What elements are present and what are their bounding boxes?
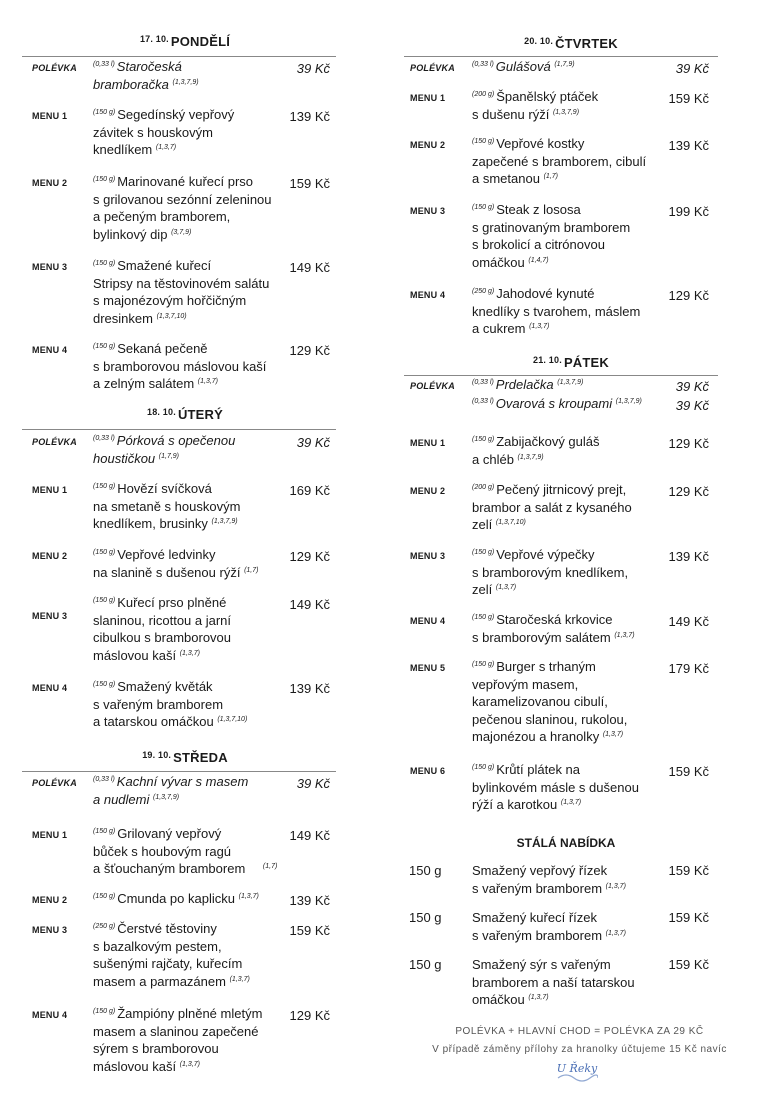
dish-price: 139 Kč: [668, 549, 709, 564]
row-label: POLÉVKA: [410, 381, 455, 391]
dish-price: 39 Kč: [296, 435, 330, 450]
dish-line: bramboračka: [93, 76, 169, 92]
day-heading-tuesday: [80, 407, 290, 422]
allergens: (1,7): [244, 566, 259, 574]
dish-price: 139 Kč: [289, 893, 330, 908]
allergens: (1,3,7): [529, 323, 550, 330]
dish-price: 129 Kč: [289, 549, 330, 564]
dish-price: 199 Kč: [668, 204, 709, 219]
dish-line: sýrem s bramborovou: [93, 1041, 219, 1056]
dish-description: [472, 135, 687, 188]
day-date: 20. 10.: [524, 36, 554, 46]
dish-line: s bramborovou máslovou kaší: [93, 358, 267, 374]
dish-price: 39 Kč: [675, 61, 709, 76]
dish-line: Prdelačka: [495, 377, 554, 392]
dish-portion: (0,33 l): [93, 435, 115, 442]
logo-graphic: [556, 1058, 598, 1084]
dish-line: Cmunda po kaplicku: [117, 891, 235, 906]
dish-portion: (200 g): [472, 91, 495, 98]
dish-price: 39 Kč: [675, 379, 709, 394]
row-label: POLÉVKA: [32, 63, 77, 73]
dish-description: [93, 594, 303, 664]
dish-line: máslovou kaší: [93, 647, 177, 663]
dish-description: [93, 773, 293, 808]
dish-price: 159 Kč: [289, 923, 330, 938]
dish-portion: (150 g): [93, 343, 116, 350]
dish-portion: (150 g): [93, 549, 116, 556]
day-heading-monday: [80, 34, 290, 49]
dish-price: 129 Kč: [289, 1008, 330, 1023]
dish-portion: (150 g): [472, 138, 495, 145]
day-name: PÁTEK: [563, 355, 609, 370]
dish-line: Smažené kuřecí: [117, 258, 212, 273]
dish-portion: (150 g): [93, 260, 116, 267]
dish-line: s bramborovým knedlíkem,: [472, 564, 629, 580]
dish-line: Vepřové kostky: [496, 136, 585, 151]
dish-price: 139 Kč: [289, 681, 330, 696]
dish-portion: (150 g): [472, 614, 495, 621]
row-label: MENU 2: [410, 486, 446, 496]
dish-line: s brokolicí a citrónovou: [472, 237, 605, 252]
row-label: MENU 3: [32, 262, 68, 272]
dish-line: omáčkou: [472, 254, 525, 270]
dish-line: s bramborovým salátem: [472, 629, 611, 645]
dish-line: bůček s houbovým ragú: [93, 843, 232, 859]
dish-price: 159 Kč: [668, 764, 709, 779]
dish-line: Smažený vepřový řízek: [472, 863, 608, 878]
dish-line: Vepřové výpečky: [496, 547, 595, 562]
dish-description: [472, 862, 687, 897]
dish-line: Segedínský vepřový: [117, 107, 235, 122]
dish-line: Burger s trhaným: [496, 659, 596, 674]
side-swap-note: V případě záměny přílohy za hranolky účtujeme 15 Kč navíc: [432, 1044, 727, 1055]
dish-line: Stripsy na těstovinovém salátu: [93, 275, 270, 291]
dish-line: na smetaně s houskovým: [93, 498, 241, 514]
dish-price: 129 Kč: [668, 436, 709, 451]
dish-line: dresinkem: [93, 310, 153, 326]
row-label: MENU 3: [32, 925, 68, 935]
dish-line: Kachní vývar s masem: [116, 774, 249, 789]
allergens: (1,3,7): [495, 584, 517, 591]
dish-portion: (150 g): [93, 1008, 116, 1015]
dish-portion: (0,33 l): [472, 379, 494, 386]
dish-portion: (0,33 l): [93, 61, 115, 68]
dish-portion: (150 g): [472, 661, 495, 668]
dish-line: Staročeská: [116, 59, 182, 74]
dish-line: pečenou slaninou, rukolou,: [472, 711, 628, 727]
dish-line: houstičkou: [93, 450, 156, 466]
dish-line: Vepřové ledvinky: [117, 547, 216, 562]
row-label: MENU 6: [410, 766, 446, 776]
dish-line: Steak z lososa: [496, 202, 581, 217]
dish-description: [472, 285, 687, 338]
dish-line: Ovarová s kroupami: [495, 396, 613, 411]
dish-description: [93, 546, 303, 581]
allergens: (1,3,7): [560, 799, 582, 806]
dish-price: 149 Kč: [289, 597, 330, 612]
dish-line: Krůtí plátek na: [496, 762, 581, 777]
row-label: MENU 2: [32, 178, 68, 188]
day-name: ČTVRTEK: [555, 36, 618, 51]
row-label: POLÉVKA: [32, 778, 77, 788]
dish-description: [93, 58, 293, 93]
dish-line: a tatarskou omáčkou: [93, 714, 214, 729]
day-date: 19. 10.: [142, 750, 172, 760]
dish-portion: (150 g): [472, 549, 495, 556]
day-name: ÚTERÝ: [177, 407, 223, 422]
dish-portion: (150 g): [472, 764, 495, 771]
dish-line: bylinkovém másle s dušenou: [472, 779, 639, 795]
allergens: (1,3,7,9): [172, 78, 199, 86]
allergens: (1,3,7): [614, 631, 635, 639]
dish-line: Staročeská krkovice: [496, 612, 613, 627]
allergens: (1,3,7,9): [153, 793, 180, 801]
allergens: (1,3,7): [179, 1060, 200, 1068]
allergens: (1,7,9): [158, 452, 180, 460]
dish-line: bramborem a naší tatarskou: [472, 974, 635, 990]
dish-price: 129 Kč: [668, 484, 709, 499]
dish-line: a smetanou: [472, 171, 540, 186]
allergens: (1,7): [262, 863, 278, 870]
dish-line: závitek s houskovým: [93, 124, 213, 140]
dish-price: 129 Kč: [289, 343, 330, 358]
dish-description: [472, 611, 682, 646]
dish-description: [93, 920, 308, 990]
restaurant-logo: [556, 1058, 598, 1084]
row-label: POLÉVKA: [410, 63, 455, 73]
row-label: MENU 4: [32, 683, 68, 693]
day-heading-wednesday: [80, 750, 290, 765]
row-label: MENU 2: [32, 895, 68, 905]
dish-line: zapečené s bramborem, cibulí: [472, 153, 647, 169]
item-quantity: 150 g: [409, 863, 442, 878]
day-heading-friday: [426, 355, 716, 370]
dish-line: Gulášová: [495, 59, 551, 74]
dish-line: a zelným salátem: [93, 376, 195, 391]
dish-description: [93, 432, 293, 467]
allergens: (1,3,7,10): [156, 312, 187, 320]
day-date: 18. 10.: [147, 407, 176, 417]
allergens: (1,3,7,10): [495, 519, 526, 526]
dish-description: [472, 956, 687, 1009]
dish-price: 149 Kč: [668, 614, 709, 629]
dish-line: zelí: [472, 582, 493, 597]
dish-price: 159 Kč: [668, 91, 709, 106]
dish-price: 159 Kč: [668, 910, 709, 925]
dish-price: 139 Kč: [668, 138, 709, 153]
row-label: MENU 3: [32, 611, 68, 621]
dish-line: knedlíkem, brusinky: [93, 516, 208, 531]
day-date: 21. 10.: [533, 355, 562, 365]
dish-description: [472, 481, 682, 534]
day-heading-thursday: [426, 36, 716, 51]
row-label: MENU 3: [410, 551, 446, 561]
row-label: MENU 4: [410, 616, 446, 626]
dish-price: 159 Kč: [289, 176, 330, 191]
allergens: (1,3,7,9): [615, 398, 642, 405]
day-divider: [404, 56, 718, 57]
dish-line: bylinkový dip: [93, 226, 168, 242]
dish-line: masem a slaninou zapečené: [93, 1023, 259, 1039]
day-name: PONDĚLÍ: [170, 34, 231, 49]
dish-price: 129 Kč: [668, 288, 709, 303]
dish-portion: (150 g): [472, 204, 495, 211]
dish-line: Španělský ptáček: [496, 89, 599, 104]
allergens: (1,3,7,9): [211, 518, 238, 525]
dish-description: [93, 480, 303, 533]
allergens: (3,7,9): [171, 228, 192, 236]
allergens: (1,3,7): [602, 731, 624, 738]
row-label: MENU 3: [410, 206, 446, 216]
dish-line: a cukrem: [472, 321, 526, 336]
item-quantity: 150 g: [409, 957, 442, 972]
dish-price: 39 Kč: [296, 776, 330, 791]
dish-line: a šťouchaným bramborem: [93, 861, 246, 876]
dish-portion: (150 g): [472, 436, 495, 443]
dish-description: [472, 201, 682, 271]
day-name: STŘEDA: [173, 750, 228, 765]
dish-line: omáčkou: [472, 992, 525, 1007]
dish-line: Hovězí svíčková: [117, 481, 212, 496]
dish-line: s gratinovaným bramborem: [472, 219, 631, 235]
allergens: (1,7,9): [554, 61, 575, 68]
dish-line: s bazalkovým pestem,: [93, 938, 222, 954]
dish-description: [472, 546, 682, 599]
dish-price: 39 Kč: [296, 61, 330, 76]
dish-line: s grilovanou sezónní zeleninou: [93, 191, 272, 207]
allergens: (1,3,7,10): [217, 716, 248, 723]
dish-line: slaninou, ricottou a jarní: [93, 612, 232, 628]
dish-description: [472, 376, 702, 394]
dish-portion: (150 g): [93, 828, 116, 835]
dish-portion: (150 g): [93, 483, 116, 490]
permanent-offer-heading: STÁLÁ NABÍDKA: [516, 836, 616, 850]
day-divider: [22, 429, 336, 430]
allergens: (1,7): [543, 173, 558, 180]
dish-portion: (150 g): [93, 109, 116, 116]
dish-line: s vařeným bramborem: [472, 880, 603, 896]
dish-line: a nudlemi: [93, 791, 150, 807]
dish-line: s vařeným bramborem: [472, 927, 603, 943]
dish-description: [93, 257, 303, 327]
dish-description: [472, 58, 672, 76]
dish-line: na slanině s dušenou rýží: [93, 564, 241, 580]
svg-text:U Řeky: U Řeky: [556, 1062, 598, 1075]
dish-description: [472, 395, 702, 413]
dish-portion: (0,33 l): [472, 61, 494, 68]
allergens: (1,3,7): [605, 929, 626, 937]
dish-description: [93, 106, 303, 159]
row-label: MENU 1: [410, 93, 446, 103]
dish-description: [93, 1005, 308, 1075]
allergens: (1,3,7,9): [517, 453, 544, 461]
item-quantity: 150 g: [409, 910, 442, 925]
allergens: (1,3,7): [197, 378, 219, 385]
dish-price: 139 Kč: [289, 109, 330, 124]
combo-note: POLÉVKA + HLAVNÍ CHOD = POLÉVKA ZA 29 KČ: [455, 1026, 704, 1037]
dish-line: Smažený kuřecí řízek: [472, 910, 597, 925]
dish-line: masem a parmazánem: [93, 973, 226, 989]
dish-line: Marinované kuřecí prso: [117, 174, 254, 189]
dish-description: [472, 88, 682, 123]
dish-line: brambor a salát z kysaného: [472, 499, 632, 515]
dish-portion: (200 g): [472, 484, 495, 491]
dish-price: 179 Kč: [668, 661, 709, 676]
dish-description: [472, 658, 687, 746]
dish-line: sušenými rajčaty, kuřecím: [93, 956, 243, 971]
dish-price: 169 Kč: [289, 483, 330, 498]
row-label: MENU 1: [410, 438, 446, 448]
dish-line: Kuřecí prso plněné: [117, 595, 227, 610]
allergens: (1,3,7): [528, 994, 549, 1001]
day-date: 17. 10.: [139, 34, 169, 44]
dish-portion: (150 g): [93, 176, 116, 183]
row-label: MENU 5: [410, 663, 446, 673]
row-label: MENU 1: [32, 111, 68, 121]
dish-line: Zabijačkový guláš: [496, 434, 600, 449]
dish-line: s dušenu rýží: [472, 106, 550, 122]
row-label: MENU 4: [32, 345, 68, 355]
dish-line: Smažený květák: [117, 679, 213, 694]
row-label: MENU 1: [32, 830, 68, 840]
allergens: (1,3,7): [605, 882, 626, 890]
row-label: POLÉVKA: [32, 437, 77, 447]
dish-portion: (250 g): [93, 923, 116, 930]
dish-portion: (150 g): [93, 893, 116, 900]
allergens: (1,4,7): [528, 256, 549, 264]
dish-portion: (150 g): [93, 681, 116, 688]
dish-description: [93, 173, 303, 243]
dish-description: [93, 678, 303, 731]
allergens: (1,3,7): [238, 893, 259, 900]
allergens: (1,3,7,9): [552, 108, 580, 116]
dish-portion: (150 g): [93, 597, 116, 604]
dish-line: cibulkou s bramborovou: [93, 630, 232, 645]
dish-portion: (250 g): [472, 288, 495, 295]
dish-price: 159 Kč: [668, 957, 709, 972]
row-label: MENU 4: [32, 1010, 68, 1020]
row-label: MENU 2: [32, 551, 68, 561]
dish-line: karamelizovanou cibulí,: [472, 694, 608, 709]
dish-line: Grilovaný vepřový: [117, 826, 222, 841]
dish-line: Jahodové kynuté: [496, 286, 595, 301]
dish-portion: (0,33 l): [472, 398, 494, 405]
dish-description: [472, 909, 687, 944]
dish-line: Pečený jitrnicový prejt,: [496, 482, 627, 497]
allergens: (1,3,7,9): [557, 379, 584, 386]
dish-line: a pečeným bramborem,: [93, 209, 231, 224]
dish-description: [472, 433, 682, 468]
dish-line: Čerstvé těstoviny: [117, 921, 217, 936]
row-label: MENU 4: [410, 290, 446, 300]
dish-description: [93, 340, 303, 393]
dish-line: Pórková s opečenou: [116, 433, 236, 448]
dish-line: rýží a karotkou: [472, 797, 558, 812]
dish-line: zelí: [472, 517, 493, 532]
allergens: (1,3,7): [155, 144, 177, 151]
dish-portion: (0,33 l): [93, 776, 115, 783]
dish-line: knedlíky s tvarohem, máslem: [472, 303, 641, 319]
dish-line: majonézou a hranolky: [472, 729, 600, 744]
dish-line: knedlíkem: [93, 142, 153, 157]
dish-price: 39 Kč: [675, 398, 709, 413]
dish-line: máslovou kaší: [93, 1058, 177, 1074]
dish-line: vepřovým masem,: [472, 676, 579, 692]
dish-description: [93, 825, 308, 878]
dish-price: 159 Kč: [668, 863, 709, 878]
allergens: (1,3,7): [179, 649, 200, 657]
dish-description: [93, 890, 303, 908]
dish-description: [472, 761, 687, 814]
dish-line: a chléb: [472, 451, 514, 467]
dish-price: 149 Kč: [289, 260, 330, 275]
dish-line: s vařeným bramborem: [93, 696, 224, 712]
dish-line: Sekaná pečeně: [117, 341, 208, 356]
dish-line: s majonézovým hořčičným: [93, 293, 247, 308]
day-divider: [22, 771, 336, 772]
dish-price: 149 Kč: [289, 828, 330, 843]
day-divider: [22, 56, 336, 57]
dish-line: Žampióny plněné mletým: [117, 1006, 263, 1021]
allergens: (1,3,7): [229, 975, 250, 983]
dish-line: Smažený sýr s vařeným: [472, 957, 611, 972]
row-label: MENU 1: [32, 485, 68, 495]
row-label: MENU 2: [410, 140, 446, 150]
